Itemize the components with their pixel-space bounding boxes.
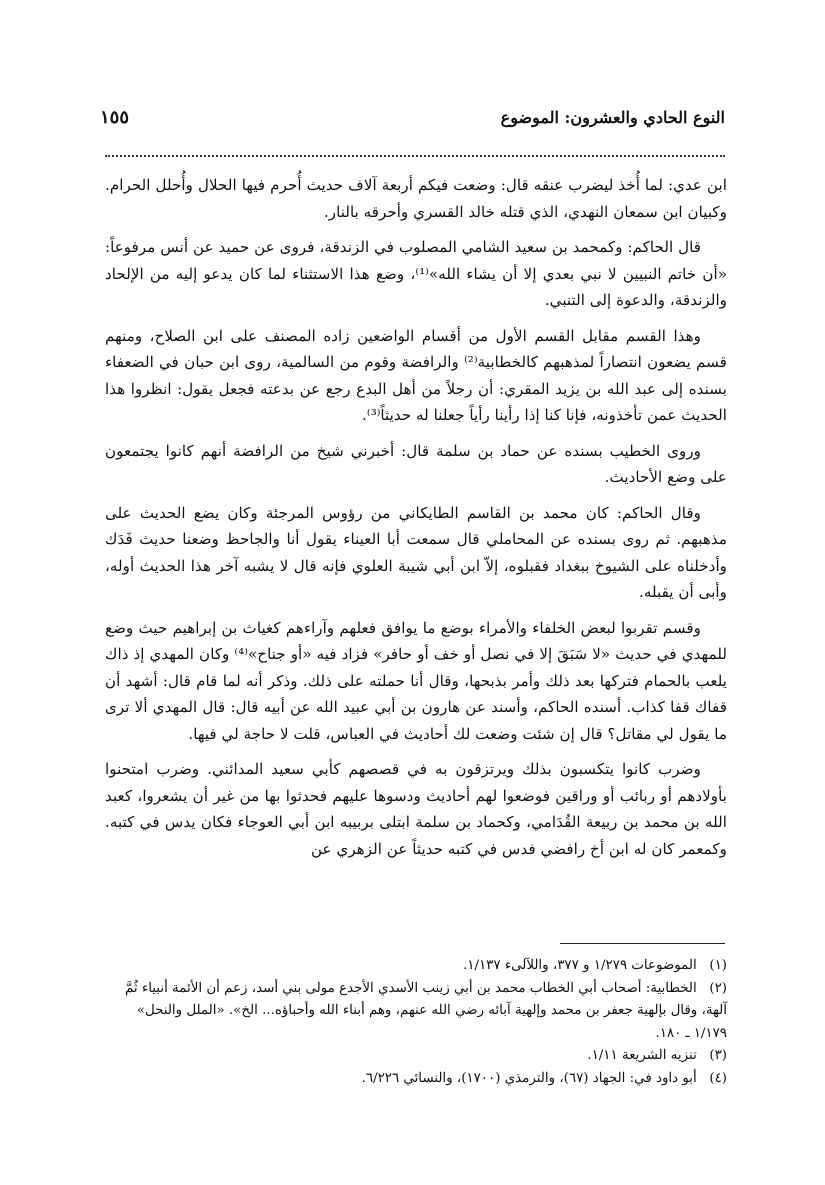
footnote-number: (٤)	[709, 1070, 727, 1086]
main-text	[105, 172, 727, 871]
footnote-number: (٢)	[709, 980, 727, 996]
paragraph: وهذا القسم مقابل القسم الأول من أقسام الواضعين زاده المصنف على ابن الصلاح، ومنهم قسم يضعون انتصاراً لمذهبهم كالخطابية⁽²⁾ والرافضة وقوم من السالمية، روى ابن حبان في الضعفاء بسنده إلى عبد الله بن يزيد المقري: أن رجلاً من أهل البدع رجع عن بدعته فجعل يقول: انظروا هذا الحديث عمن تأخذونه، فإنا كنا إذا رأينا رأياً جعلنا له حديثاً⁽³⁾.	[105, 326, 727, 424]
footnote-separator	[560, 943, 725, 944]
running-title: النوع الحادي والعشرون: الموضوع	[500, 107, 725, 127]
footnote-number: (١)	[709, 958, 727, 973]
header-dotted-divider	[105, 145, 725, 157]
paragraph: وضرب كانوا يتكسبون بذلك ويرتزقون به في قصصهم كأبي سعيد المدائني. وضرب امتحنوا بأولادهم أو ربائب أو وراقين فوضعوا لهم أحاديث ودسوها عليهم فحدثوا بها من غير أن يشعروا، كعبد الله بن محمد بن ربيعة القُدَامي، وكحماد بن سلمة ابتلى بربيبه ابن أبي العوجاء فكان يدس في كتبه. وكمعمر كان له ابن أخ رافضي فدس في كتبه حديثاً عن الزهري عن	[105, 760, 727, 858]
paragraph: وقسم تقربوا لبعض الخلفاء والأمراء بوضع ما يوافق فعلهم وآراءهم كغياث بن إبراهيم حيث وضع للمهدي في حديث «لا سَبَقَ إلا في نصل أو خف أو حافر» فزاد فيه «أو جناح»⁽⁴⁾ وكان المهدي إذ ذاك يلعب بالحمام فتركها بعد ذلك وأمر بذبحها، وقال أنا حملته على ذلك. وذكر أنه لما قام قال: أشهد أن قفاك قفا كذاب. أسنده الحاكم، وأسند عن هارون بن أبي عبيد الله عن أبيه قال: قال المهدي ألا ترى ما يقول لي مقاتل؟ قال إن شئت وضعت لك أحاديث في العباس، قلت لا حاجة لي فيها.	[105, 618, 727, 743]
page-number: ١٥٥	[100, 106, 130, 128]
page-header	[100, 100, 725, 134]
footnote-text: تنزيه الشريعة ١/١١.	[587, 1048, 697, 1063]
footnote	[105, 978, 727, 1046]
footnote	[105, 1068, 727, 1091]
footnote-text: الموضوعات ١/٢٧٩ و ٣٧٧، واللآلىء ١/١٣٧.	[463, 958, 697, 973]
footnote	[105, 955, 727, 978]
footnote-number: (٣)	[709, 1048, 727, 1063]
paragraph: وروى الخطيب بسنده عن حماد بن سلمة قال: أخبرني شيخ من الرافضة أنهم كانوا يجتمعون على وضع الأحاديث.	[105, 441, 727, 486]
footnote-text: أبو داود في: الجهاد (٦٧)، والترمذي (١٧٠٠)، والنسائي ٦/٢٢٦.	[361, 1070, 697, 1086]
paragraph: وقال الحاكم: كان محمد بن القاسم الطايكاني من رؤوس المرجئة وكان يضع الحديث على مذهبهم. ثم روى بسنده عن المحاملي قال سمعت أبا العيناء يقول أنا والجاحظ وضعنا حديث فَدَك وأدخلناه على الشيوخ ببغداد فقبلوه، إلاّ ابن أبي شيبة العلوي فإنه قال لا يشبه آخر هذا الحديث أوله، وأبى أن يقبله.	[105, 503, 727, 601]
footnote	[105, 1045, 727, 1068]
paragraph: قال الحاكم: وكمحمد بن سعيد الشامي المصلوب في الزندقة، فروى عن حميد عن أنس مرفوعاً: «أن خاتم النبيين لا نبي بعدي إلا أن يشاء الله»⁽¹⁾، وضع هذا الاستثناء لما كان يدعو إليه من الإلحاد والزندقة، والدعوة إلى التنبي.	[105, 238, 727, 309]
paragraph: ابن عدي: لما أُخذ ليضرب عنقه قال: وضعت فيكم أربعة آلاف حديث أُحرم فيها الحلال وأُحلل الحرام. وكبيان ابن سمعان النهدي، الذي قتله خالد القسري وأحرقه بالنار.	[105, 176, 727, 221]
footnote-text: الخطابية: أصحاب أبي الخطاب محمد بن أبي زينب الأسدي الأجدع مولى بني أسد، زعم أن الأئمة أنبياء ثُمَّ آلهة، وقال بإلهية جعفر بن محمد وإلهية آبائه رضي الله عنهم، وهم أبناء الله وأحباؤه... الخ». «الملل والنحل» ١/١٧٩ ـ ١٨٠.	[125, 980, 727, 1041]
footnotes	[105, 955, 727, 1090]
